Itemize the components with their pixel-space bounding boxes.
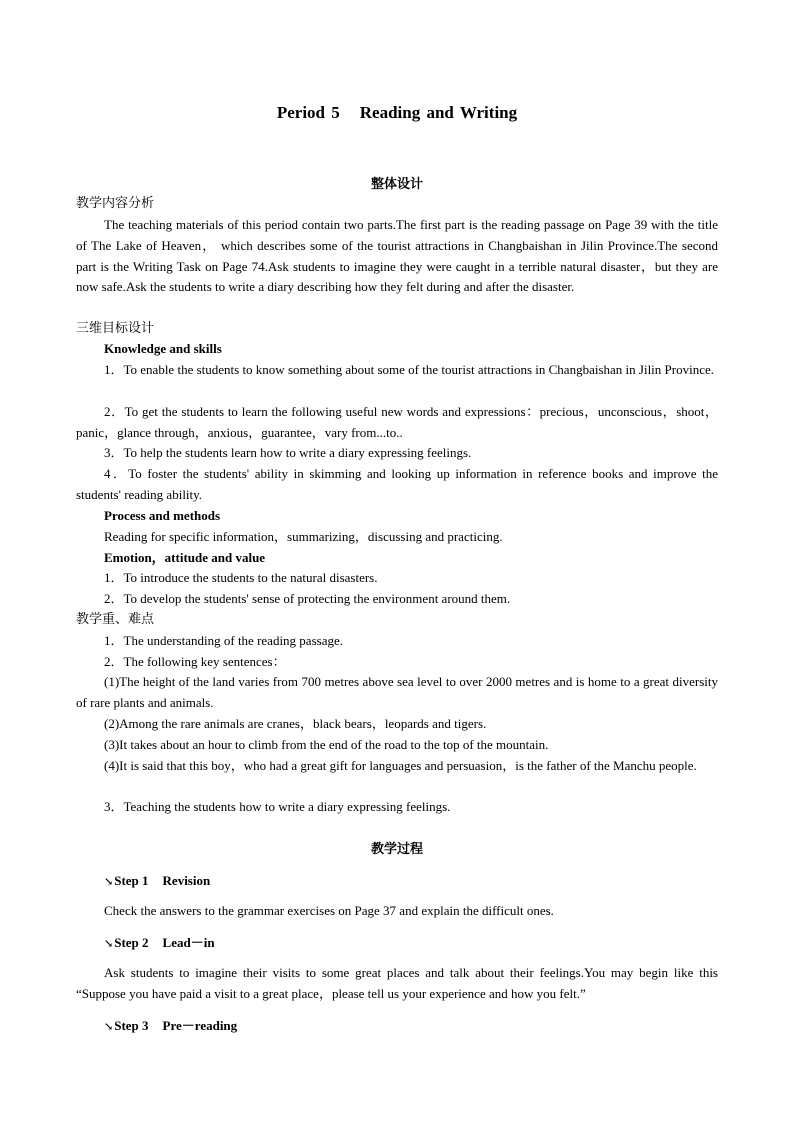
- keypoint-item-2: 2．The following key sentences：: [104, 654, 286, 669]
- keypoint-sentence-4: (4)It is said that this boy，who had a great gift for languages and persuasion，is the father of the Manchu people.: [104, 758, 697, 773]
- process-text: Reading for specific information，summarizing，discussing and practicing.: [104, 529, 503, 544]
- step-heading-3: [76, 1016, 746, 1038]
- step-name: Revision: [162, 873, 211, 888]
- step-number: Step 1: [114, 873, 149, 888]
- page-title: [76, 103, 718, 123]
- content-analysis-label: 教学内容分析: [76, 196, 155, 211]
- step-arrow-icon: ↘: [104, 876, 114, 888]
- step-text-1: Check the answers to the grammar exercises on Page 37 and explain the difficult ones.: [104, 903, 554, 918]
- process-label: Process and methods: [104, 508, 221, 523]
- keypoint-sentence-1: (1)The height of the land varies from 700 metres above sea level to over 2000 metres and is home to a great diversity of rare plants and animals.: [76, 674, 718, 710]
- step-arrow-icon: ↘: [104, 938, 114, 950]
- step-name: Lead－in: [162, 935, 215, 950]
- keypoints-label: 教学重、难点: [76, 612, 155, 627]
- title-name: Reading and Writing: [359, 103, 518, 122]
- step-arrow-icon: ↘: [104, 1021, 114, 1033]
- keypoint-item-1: 1．The understanding of the reading passage.: [104, 633, 343, 648]
- knowledge-item-4: 4．To foster the students' ability in skimming and looking up information in reference books and improve the students' reading ability.: [76, 466, 718, 502]
- step-heading-1: [76, 871, 746, 893]
- step-name: Pre－reading: [162, 1018, 238, 1033]
- section-heading-overall: 整体设计: [370, 177, 423, 192]
- keypoint-sentence-3: (3)It takes about an hour to climb from the end of the road to the top of the mountain.: [104, 737, 549, 752]
- knowledge-item-2: 2．To get the students to learn the following useful new words and expressions：precious，unconscious，shoot，panic，glance through，anxious，guarantee，vary from...to..: [76, 404, 718, 440]
- step-number: Step 3: [114, 1018, 149, 1033]
- content-analysis-text: The teaching materials of this period contain two parts.The first part is the reading passage on Page 39 with the title of The Lake of Heaven， which describes some of the tourist attractions in Changbaishan in Jilin Province.The second part is the Writing Task on Page 74.Ask students to imagine they were caught in a terrible natural disaster，but they are now safe.Ask the students to write a diary describing how they felt during and after the disaster.: [76, 217, 718, 295]
- keypoint-sentence-2: (2)Among the rare animals are cranes，black bears，leopards and tigers.: [104, 716, 487, 731]
- emotion-item-2: 2．To develop the students' sense of protecting the environment around them.: [104, 591, 511, 606]
- keypoint-item-3: 3．Teaching the students how to write a diary expressing feelings.: [104, 799, 451, 814]
- emotion-label: Emotion，attitude and value: [104, 550, 266, 565]
- knowledge-label: Knowledge and skills: [104, 341, 222, 356]
- objectives-label: 三维目标设计: [76, 321, 155, 336]
- step-text-2: Ask students to imagine their visits to some great places and talk about their feelings.You may begin like this “Suppose you have paid a visit to a great place，please tell us your experience and how you felt.”: [76, 965, 718, 1001]
- emotion-item-1: 1．To introduce the students to the natural disasters.: [104, 570, 378, 585]
- title-period: Period 5: [276, 103, 340, 122]
- knowledge-item-3: 3．To help the students learn how to write a diary expressing feelings.: [104, 445, 472, 460]
- section-heading-process: 教学过程: [370, 842, 423, 857]
- step-number: Step 2: [114, 935, 149, 950]
- step-heading-2: [76, 933, 746, 955]
- knowledge-item-1: 1．To enable the students to know something about some of the tourist attractions in Changbaishan in Jilin Province.: [104, 362, 714, 377]
